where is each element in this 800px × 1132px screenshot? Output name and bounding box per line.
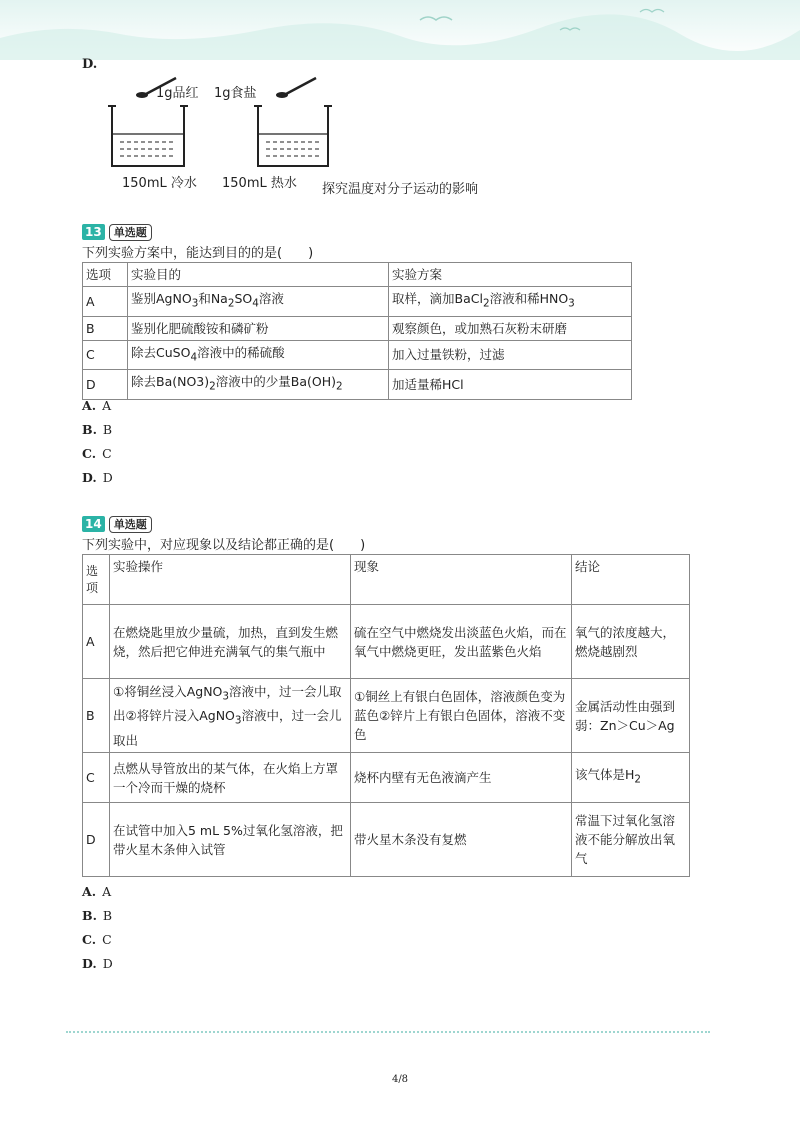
table-header-cell: 选项 [83, 555, 110, 605]
page-number: 4/8 [391, 1074, 409, 1085]
table-cell-option: B [83, 679, 110, 753]
choice-label: D. [82, 470, 97, 485]
choice-text: D [102, 470, 113, 485]
q13-choice-d[interactable] [82, 470, 113, 485]
table-cell-option: D [83, 803, 110, 877]
choice-text: A [102, 398, 112, 413]
table-cell-conclusion: 氧气的浓度越大，燃烧越剧烈 [572, 605, 690, 679]
table-cell-purpose: 鉴别AgNO$_3$和$Na_2SO_4$溶液 [128, 287, 389, 317]
table-cell-operation: ①将铜丝浸入AgNO$_3$溶液中，过一会儿取出②将锌片浸入AgNO$_3$溶液中，过一会儿取出 [110, 679, 351, 753]
table-header-cell: 实验目的 [128, 263, 389, 287]
beaker2-substance-label: 1g食盐 [214, 86, 257, 101]
beaker1-caption: 150mL 冷水 [122, 176, 197, 191]
table-header-row [83, 263, 632, 287]
table-cell-option: C [83, 753, 110, 803]
table-cell-conclusion: 该气体是$H_2$ [572, 753, 690, 803]
table-cell-plan: 加适量稀HCl [389, 370, 632, 400]
q12-option-d-label: D. [82, 57, 98, 72]
q12-option-d-purpose: 探究温度对分子运动的影响 [322, 182, 479, 197]
table-row [83, 340, 632, 370]
q14-table [82, 554, 690, 877]
q14-choice-d[interactable] [82, 956, 113, 971]
choice-text: B [102, 908, 113, 923]
table-row [83, 605, 690, 679]
table-cell-plan: 加入过量铁粉，过滤 [389, 340, 632, 370]
q14-stem: 下列实验中，对应现象以及结论都正确的是( ) [82, 538, 366, 553]
table-row [83, 316, 632, 340]
table-cell-plan: 观察颜色，或加熟石灰粉末研磨 [389, 316, 632, 340]
q13-table [82, 262, 632, 400]
table-header-cell: 选项 [83, 263, 128, 287]
beaker-hot-icon [254, 78, 332, 166]
choice-label: A. [82, 884, 97, 899]
table-header-cell: 实验方案 [389, 263, 632, 287]
q13-choice-a[interactable] [82, 398, 111, 413]
choice-text: A [102, 884, 112, 899]
q13-number-badge: 13 [82, 224, 105, 240]
table-row [83, 803, 690, 877]
footer-divider [66, 1031, 710, 1033]
choice-label: A. [82, 398, 97, 413]
table-cell-conclusion: 金属活动性由强到弱：Zn＞Cu＞Ag [572, 679, 690, 753]
table-row [83, 370, 632, 400]
choice-label: B. [82, 908, 97, 923]
table-row [83, 679, 690, 753]
table-header-cell: 结论 [572, 555, 690, 605]
header-decoration [0, 0, 800, 60]
q14-choice-c[interactable] [82, 932, 112, 947]
table-cell-option: A [83, 287, 128, 317]
table-cell-operation: 在燃烧匙里放少量硫，加热，直到发生燃烧，然后把它伸进充满氧气的集气瓶中 [110, 605, 351, 679]
table-cell-phenomenon: 硫在空气中燃烧发出淡蓝色火焰，而在氧气中燃烧更旺，发出蓝紫色火焰 [351, 605, 572, 679]
choice-label: C. [82, 932, 97, 947]
q14-header [82, 513, 152, 533]
table-cell-phenomenon: ①铜丝上有银白色固体，溶液颜色变为蓝色②锌片上有银白色固体，溶液不变色 [351, 679, 572, 753]
choice-label: D. [82, 956, 97, 971]
table-cell-plan: 取样，滴加BaCl$_2$溶液和稀$HNO_3$ [389, 287, 632, 317]
choice-label: B. [82, 422, 97, 437]
q14-type-badge: 单选题 [109, 516, 152, 533]
table-cell-purpose: 除去$Ba(NO3)_2$溶液中的少量$Ba(OH)_2$ [128, 370, 389, 400]
choice-label: C. [82, 446, 97, 461]
table-cell-option: C [83, 340, 128, 370]
table-cell-phenomenon: 烧杯内壁有无色液滴产生 [351, 753, 572, 803]
q13-choice-b[interactable] [82, 422, 112, 437]
table-cell-conclusion: 常温下过氧化氢溶液不能分解放出氧气 [572, 803, 690, 877]
table-header-cell: 实验操作 [110, 555, 351, 605]
table-cell-purpose: 除去CuSO$_4$溶液中的稀硫酸 [128, 340, 389, 370]
table-row [83, 753, 690, 803]
q13-type-badge: 单选题 [109, 224, 152, 241]
choice-text: D [102, 956, 113, 971]
choice-text: B [102, 422, 113, 437]
beaker2-caption: 150mL 热水 [222, 176, 297, 191]
q13-header [82, 221, 152, 241]
choice-text: C [102, 446, 112, 461]
table-cell-purpose: 鉴别化肥硫酸铵和磷矿粉 [128, 316, 389, 340]
table-cell-option: A [83, 605, 110, 679]
q14-choice-a[interactable] [82, 884, 111, 899]
q13-choice-c[interactable] [82, 446, 112, 461]
q14-number-badge: 14 [82, 516, 105, 532]
beaker1-substance-label: 1g品红 [156, 86, 199, 101]
table-cell-option: B [83, 316, 128, 340]
table-header-cell: 现象 [351, 555, 572, 605]
q14-choice-b[interactable] [82, 908, 112, 923]
table-row [83, 287, 632, 317]
q13-stem: 下列实验方案中，能达到目的的是( ) [82, 246, 314, 261]
table-cell-operation: 点燃从导管放出的某气体，在火焰上方罩一个冷而干燥的烧杯 [110, 753, 351, 803]
table-cell-option: D [83, 370, 128, 400]
table-cell-operation: 在试管中加入5 mL 5%过氧化氢溶液，把带火星木条伸入试管 [110, 803, 351, 877]
table-cell-phenomenon: 带火星木条没有复燃 [351, 803, 572, 877]
table-header-row [83, 555, 690, 605]
choice-text: C [102, 932, 112, 947]
